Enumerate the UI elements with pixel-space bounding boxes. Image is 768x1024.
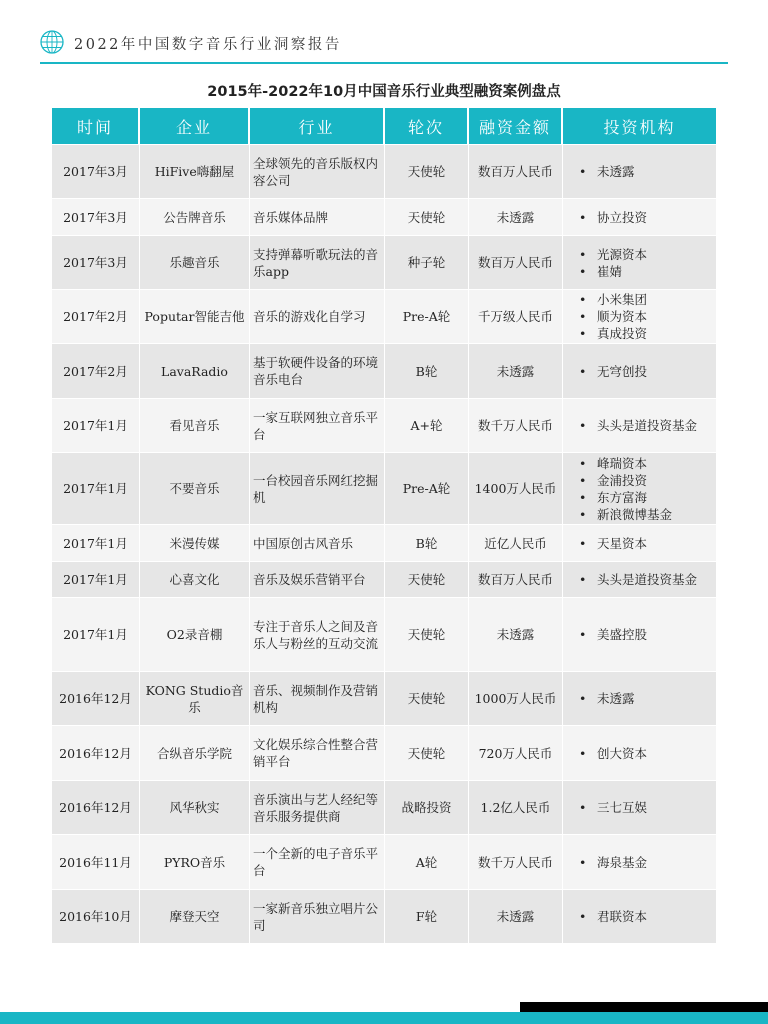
cell-company: 公告牌音乐 bbox=[140, 199, 250, 235]
cell-time: 2016年12月 bbox=[52, 726, 140, 780]
cell-company: Poputar智能吉他 bbox=[140, 290, 250, 343]
investor-list bbox=[579, 363, 647, 380]
cell-industry: 音乐、视频制作及营销机构 bbox=[250, 672, 385, 725]
cell-industry: 基于软硬件设备的环境音乐电台 bbox=[250, 344, 385, 398]
investor-list bbox=[579, 163, 635, 180]
investor-item: • 创大资本 bbox=[579, 745, 647, 762]
investor-item: • 未透露 bbox=[579, 690, 635, 707]
header-divider bbox=[40, 62, 728, 64]
cell-time: 2017年3月 bbox=[52, 236, 140, 289]
investor-list bbox=[579, 535, 647, 552]
table-title: 2015年-2022年10月中国音乐行业典型融资案例盘点 bbox=[207, 84, 561, 100]
cell-round: 天使轮 bbox=[385, 726, 469, 780]
cell-company: 不要音乐 bbox=[140, 453, 250, 524]
investor-item: • 天星资本 bbox=[579, 535, 647, 552]
column-header-time: 时间 bbox=[52, 108, 140, 144]
cell-industry: 一台校园音乐网红挖掘机 bbox=[250, 453, 385, 524]
cell-company: 看见音乐 bbox=[140, 399, 250, 452]
cell-amount: 近亿人民币 bbox=[469, 525, 563, 561]
footer-black-bar bbox=[520, 1002, 768, 1012]
table-row bbox=[52, 834, 716, 889]
cell-industry: 专注于音乐人之间及音乐人与粉丝的互动交流 bbox=[250, 598, 385, 671]
cell-amount: 1400万人民币 bbox=[469, 453, 563, 524]
cell-time: 2016年10月 bbox=[52, 890, 140, 943]
investor-item: • 峰瑞资本 bbox=[579, 455, 672, 472]
column-header-amount: 融资金额 bbox=[469, 108, 563, 144]
investor-list bbox=[579, 209, 647, 226]
investor-list bbox=[579, 455, 672, 523]
cell-round: 天使轮 bbox=[385, 598, 469, 671]
cell-amount: 数千万人民币 bbox=[469, 399, 563, 452]
cell-round: 战略投资 bbox=[385, 781, 469, 834]
cell-round: 天使轮 bbox=[385, 199, 469, 235]
investor-list bbox=[579, 291, 647, 342]
investor-list bbox=[579, 908, 647, 925]
cell-time: 2017年1月 bbox=[52, 562, 140, 597]
investor-item: • 君联资本 bbox=[579, 908, 647, 925]
cell-round: B轮 bbox=[385, 344, 469, 398]
cell-amount: 未透露 bbox=[469, 199, 563, 235]
cell-company: 风华秋实 bbox=[140, 781, 250, 834]
cell-investors bbox=[563, 890, 716, 943]
investor-list bbox=[579, 745, 647, 762]
investor-item: • 未透露 bbox=[579, 163, 635, 180]
table-row bbox=[52, 398, 716, 452]
cell-time: 2017年2月 bbox=[52, 290, 140, 343]
report-title: 2022年中国数字音乐行业洞察报告 bbox=[74, 37, 342, 53]
page-header bbox=[0, 0, 768, 66]
cell-time: 2017年3月 bbox=[52, 145, 140, 198]
table-row bbox=[52, 780, 716, 834]
cell-amount: 千万级人民币 bbox=[469, 290, 563, 343]
cell-time: 2017年3月 bbox=[52, 199, 140, 235]
cell-investors bbox=[563, 562, 716, 597]
table-row bbox=[52, 561, 716, 597]
cell-amount: 数百万人民币 bbox=[469, 236, 563, 289]
investor-item: • 真成投资 bbox=[579, 325, 647, 342]
cell-company: 摩登天空 bbox=[140, 890, 250, 943]
cell-investors bbox=[563, 598, 716, 671]
table-row bbox=[52, 198, 716, 235]
cell-time: 2016年12月 bbox=[52, 672, 140, 725]
investor-list bbox=[579, 571, 697, 588]
cell-amount: 720万人民币 bbox=[469, 726, 563, 780]
investor-list bbox=[579, 417, 697, 434]
cell-industry: 一家互联网独立音乐平台 bbox=[250, 399, 385, 452]
cell-amount: 未透露 bbox=[469, 598, 563, 671]
cell-investors bbox=[563, 835, 716, 889]
cell-time: 2017年1月 bbox=[52, 525, 140, 561]
cell-company: 心喜文化 bbox=[140, 562, 250, 597]
investor-item: • 光源资本 bbox=[579, 246, 647, 263]
column-header-investors: 投资机构 bbox=[563, 108, 716, 144]
investor-list bbox=[579, 246, 647, 280]
cell-amount: 未透露 bbox=[469, 344, 563, 398]
table-row bbox=[52, 289, 716, 343]
cell-industry: 一个全新的电子音乐平台 bbox=[250, 835, 385, 889]
table-row bbox=[52, 452, 716, 524]
table-row bbox=[52, 671, 716, 725]
cell-company: 合纵音乐学院 bbox=[140, 726, 250, 780]
cell-round: A轮 bbox=[385, 835, 469, 889]
financing-cases-table bbox=[52, 108, 716, 943]
investor-item: • 三七互娱 bbox=[579, 799, 647, 816]
cell-company: HiFive嗨翻屋 bbox=[140, 145, 250, 198]
cell-industry: 支持弹幕听歌玩法的音乐app bbox=[250, 236, 385, 289]
cell-round: 天使轮 bbox=[385, 672, 469, 725]
cell-amount: 未透露 bbox=[469, 890, 563, 943]
cell-time: 2017年1月 bbox=[52, 453, 140, 524]
investor-list bbox=[579, 799, 647, 816]
cell-investors bbox=[563, 290, 716, 343]
investor-item: • 海泉基金 bbox=[579, 854, 647, 871]
cell-industry: 音乐演出与艺人经纪等音乐服务提供商 bbox=[250, 781, 385, 834]
investor-list bbox=[579, 626, 647, 643]
cell-investors bbox=[563, 236, 716, 289]
cell-investors bbox=[563, 726, 716, 780]
investor-item: • 东方富海 bbox=[579, 489, 672, 506]
table-row bbox=[52, 343, 716, 398]
column-header-company: 企业 bbox=[140, 108, 250, 144]
investor-item: • 美盛控股 bbox=[579, 626, 647, 643]
cell-investors bbox=[563, 199, 716, 235]
cell-time: 2017年1月 bbox=[52, 598, 140, 671]
investor-item: • 崔婧 bbox=[579, 263, 647, 280]
cell-round: 天使轮 bbox=[385, 562, 469, 597]
cell-round: 天使轮 bbox=[385, 145, 469, 198]
investor-list bbox=[579, 854, 647, 871]
cell-amount: 数百万人民币 bbox=[469, 145, 563, 198]
cell-company: O2录音棚 bbox=[140, 598, 250, 671]
table-row bbox=[52, 889, 716, 943]
cell-industry: 文化娱乐综合性整合营销平台 bbox=[250, 726, 385, 780]
cell-company: PYRO音乐 bbox=[140, 835, 250, 889]
investor-item: • 头头是道投资基金 bbox=[579, 571, 697, 588]
cell-investors bbox=[563, 672, 716, 725]
table-row bbox=[52, 597, 716, 671]
investor-item: • 无穹创投 bbox=[579, 363, 647, 380]
table-row bbox=[52, 235, 716, 289]
table-row bbox=[52, 524, 716, 561]
cell-amount: 1000万人民币 bbox=[469, 672, 563, 725]
cell-investors bbox=[563, 399, 716, 452]
cell-amount: 数千万人民币 bbox=[469, 835, 563, 889]
cell-time: 2017年1月 bbox=[52, 399, 140, 452]
cell-company: 乐趣音乐 bbox=[140, 236, 250, 289]
investor-item: • 小米集团 bbox=[579, 291, 647, 308]
cell-investors bbox=[563, 453, 716, 524]
table-row bbox=[52, 144, 716, 198]
cell-time: 2017年2月 bbox=[52, 344, 140, 398]
cell-round: Pre-A轮 bbox=[385, 290, 469, 343]
cell-company: 米漫传媒 bbox=[140, 525, 250, 561]
cell-round: 种子轮 bbox=[385, 236, 469, 289]
investor-list bbox=[579, 690, 635, 707]
cell-round: F轮 bbox=[385, 890, 469, 943]
cell-round: Pre-A轮 bbox=[385, 453, 469, 524]
cell-investors bbox=[563, 781, 716, 834]
cell-investors bbox=[563, 145, 716, 198]
cell-time: 2016年12月 bbox=[52, 781, 140, 834]
cell-investors bbox=[563, 344, 716, 398]
investor-item: • 协立投资 bbox=[579, 209, 647, 226]
table-body bbox=[52, 144, 716, 943]
investor-item: • 新浪微博基金 bbox=[579, 506, 672, 523]
column-header-round: 轮次 bbox=[385, 108, 469, 144]
investor-item: • 顺为资本 bbox=[579, 308, 647, 325]
footer-teal-bar bbox=[0, 1012, 768, 1024]
table-header-row bbox=[52, 108, 716, 144]
cell-investors bbox=[563, 525, 716, 561]
cell-industry: 全球领先的音乐版权内容公司 bbox=[250, 145, 385, 198]
investor-item: • 金浦投资 bbox=[579, 472, 672, 489]
cell-industry: 音乐媒体品牌 bbox=[250, 199, 385, 235]
cell-industry: 音乐及娱乐营销平台 bbox=[250, 562, 385, 597]
column-header-industry: 行业 bbox=[250, 108, 385, 144]
cell-company: KONG Studio音乐 bbox=[140, 672, 250, 725]
investor-item: • 头头是道投资基金 bbox=[579, 417, 697, 434]
cell-time: 2016年11月 bbox=[52, 835, 140, 889]
cell-amount: 数百万人民币 bbox=[469, 562, 563, 597]
cell-amount: 1.2亿人民币 bbox=[469, 781, 563, 834]
globe-logo-icon bbox=[40, 30, 64, 54]
cell-industry: 中国原创古风音乐 bbox=[250, 525, 385, 561]
cell-industry: 一家新音乐独立唱片公司 bbox=[250, 890, 385, 943]
cell-company: LavaRadio bbox=[140, 344, 250, 398]
cell-round: B轮 bbox=[385, 525, 469, 561]
cell-round: A+轮 bbox=[385, 399, 469, 452]
cell-industry: 音乐的游戏化自学习 bbox=[250, 290, 385, 343]
table-row bbox=[52, 725, 716, 780]
